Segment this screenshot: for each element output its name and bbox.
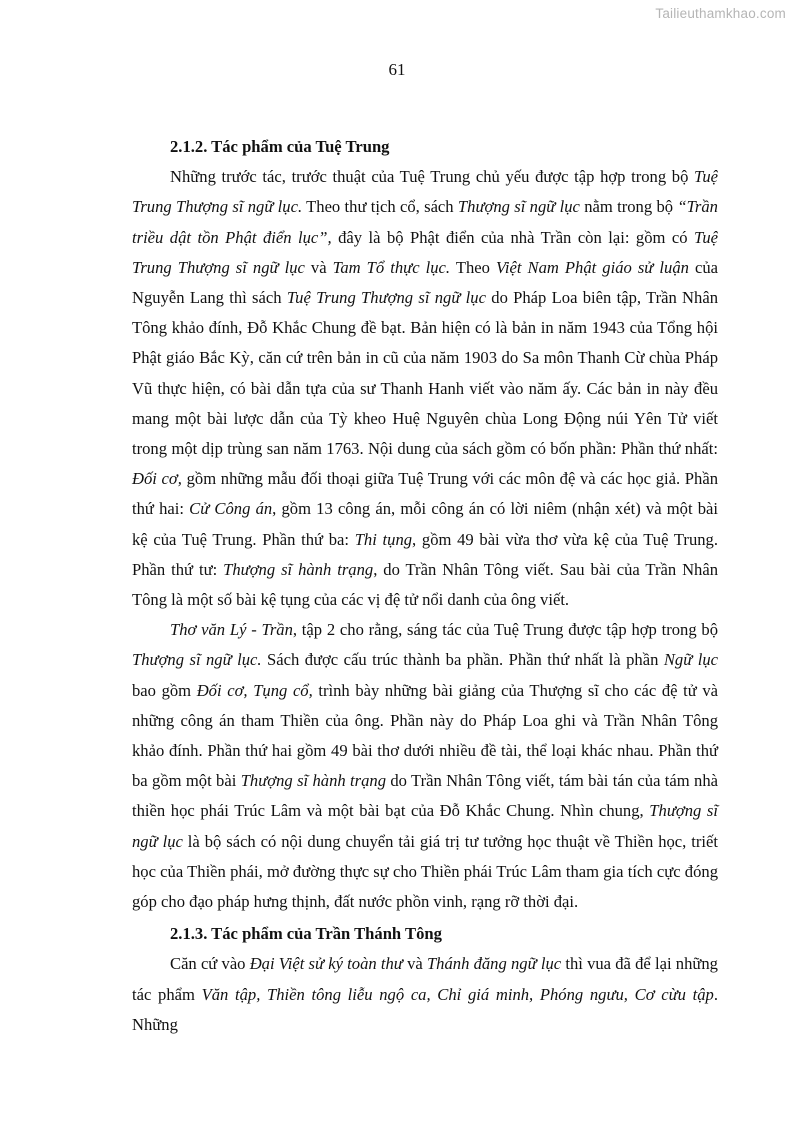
italic-title-run: Thượng sĩ ngữ lục bbox=[457, 197, 580, 217]
text-run: . Những bbox=[132, 984, 718, 1034]
text-run: trình bày những bài giảng của Thượng sĩ cho các đệ tử và những công án tham Thiền của ông. Phần này do Pháp Loa ghi và Trần Nhân Tông khảo đính. Phần thứ hai gồm 49 bài thơ dưới nhiều đề tài, thể loại khác nhau. Phần thứ ba gồm một bài bbox=[132, 680, 718, 791]
italic-title-run: Tuệ Trung Thượng sĩ ngữ lục bbox=[132, 227, 718, 277]
section-heading-tran-thanh-tong: 2.1.3. Tác phẩm của Trần Thánh Tông bbox=[170, 924, 442, 944]
italic-title-run: Thi tụng bbox=[354, 529, 413, 549]
page-number: 61 bbox=[388, 60, 406, 79]
text-run: Sách được cấu trúc thành ba phần. Phần thứ nhất là phần bbox=[261, 650, 664, 670]
text-run: thì vua đã để lại những tác phẩm bbox=[132, 954, 718, 1004]
text-run: , gồm 13 công án, mỗi công án có lời niêm (nhận xét) và một bài kệ của Tuệ Trung. Phần thứ ba: bbox=[132, 499, 718, 549]
italic-title-run: Tuệ Trung Thượng sĩ ngữ lục. bbox=[132, 167, 718, 217]
text-run: và bbox=[402, 954, 427, 974]
paragraph-tue-trung-works bbox=[132, 162, 718, 615]
text-run: Theo thư tịch cổ, sách bbox=[302, 197, 458, 217]
text-run: đây là bộ Phật điển của nhà Trần còn lại: gồm có bbox=[331, 227, 694, 247]
text-run: Những trước tác, trước thuật của Tuệ Trung chủ yếu được tập hợp trong bộ bbox=[170, 167, 695, 187]
paragraph-tran-thanh-tong-works bbox=[132, 949, 718, 1040]
text-run: Căn cứ vào bbox=[170, 954, 250, 974]
italic-title-run: Văn tập, Thiền tông liễu ngộ ca, Chỉ giá minh, Phóng ngưu, Cơ cừu tập bbox=[201, 984, 714, 1004]
italic-title-run: Cử Công án bbox=[189, 499, 273, 519]
italic-title-run: “Trần triều dật tồn Phật điển lục”, bbox=[132, 197, 718, 247]
italic-title-run: Thượng sĩ hành trạng bbox=[223, 559, 374, 579]
text-run: , gồm 49 bài vừa thơ vừa kệ của Tuệ Trung. Phần thứ tư: bbox=[132, 529, 718, 579]
text-run: , tập 2 cho rằng, sáng tác của Tuệ Trung được tập hợp trong bộ bbox=[292, 620, 718, 640]
page-body bbox=[132, 132, 718, 1040]
italic-title-run: Thượng sĩ hành trạng bbox=[240, 771, 387, 791]
text-run: và bbox=[304, 257, 333, 277]
text-run: do Pháp Loa biên tập, Trần Nhân Tông khảo đính, Đỗ Khắc Chung đề bạt. Bản hiện có là bản in năm 1943 của Tổng hội Phật giáo Bắc Kỳ, căn cứ trên bản in cũ của năm 1903 do Sa môn Thanh Cừ chùa Pháp Vũ thực hiện, có bài dẫn tựa của sư Thanh Hanh viết vào năm ấy. Các bản in này đều mang một bài lược dẫn của Tỳ kheo Huệ Nguyên chùa Long Động núi Yên Tử viết trong một dịp trùng san năm 1763. Nội dung của sách gồm có bốn phần: Phần thứ nhất: bbox=[132, 288, 718, 459]
italic-title-run: Việt Nam Phật giáo sử luận bbox=[495, 257, 689, 277]
text-run: Theo bbox=[450, 257, 496, 277]
italic-title-run: Tam Tổ thực lục. bbox=[332, 257, 451, 277]
text-run: bao gồm bbox=[132, 680, 197, 700]
text-run: nằm trong bộ bbox=[579, 197, 678, 217]
italic-title-run: Thượng sĩ ngữ lục bbox=[132, 801, 718, 851]
text-run: của Nguyễn Lang thì sách bbox=[132, 257, 718, 308]
italic-title-run: Đại Việt sử ký toàn thư bbox=[249, 954, 403, 974]
italic-title-run: Đối cơ, Tụng cổ, bbox=[196, 680, 313, 700]
text-run: gồm những mẫu đối thoại giữa Tuệ Trung với các môn đệ và các học giả. Phần thứ hai: bbox=[132, 469, 718, 519]
text-run: là bộ sách có nội dung chuyển tải giá trị tư tưởng học thuật về Thiền học, triết học của Thiền phái, mở đường thực sự cho Thiền phái Trúc Lâm tham gia tích cực đóng góp cho đạo pháp hưng thịnh, đất nước phồn vinh, rạng rỡ thời đại. bbox=[132, 831, 718, 912]
section-heading-tue-trung: 2.1.2. Tác phẩm của Tuệ Trung bbox=[170, 137, 390, 156]
paragraph-tho-van-ly-tran bbox=[132, 615, 718, 917]
italic-title-run: Ngữ lục bbox=[663, 650, 719, 670]
watermark: Tailieuthamkhao.com bbox=[655, 6, 786, 21]
italic-title-run: Thánh đăng ngữ lục bbox=[426, 954, 562, 974]
italic-title-run: Thượng sĩ ngữ lục. bbox=[132, 650, 262, 670]
text-run: , do Trần Nhân Tông viết. Sau bài của Trần Nhân Tông là một số bài kệ tụng của các vị đệ tử nổi danh của ông viết. bbox=[132, 559, 719, 610]
italic-title-run: Tuệ Trung Thượng sĩ ngữ lục bbox=[286, 288, 486, 308]
italic-title-run: Thơ văn Lý - Trần bbox=[170, 620, 293, 640]
text-run: do Trần Nhân Tông viết, tám bài tán của tám nhà thiền học phái Trúc Lâm và một bài bạt của Đỗ Khắc Chung. Nhìn chung, bbox=[132, 771, 718, 821]
italic-title-run: Đối cơ, bbox=[132, 469, 182, 489]
